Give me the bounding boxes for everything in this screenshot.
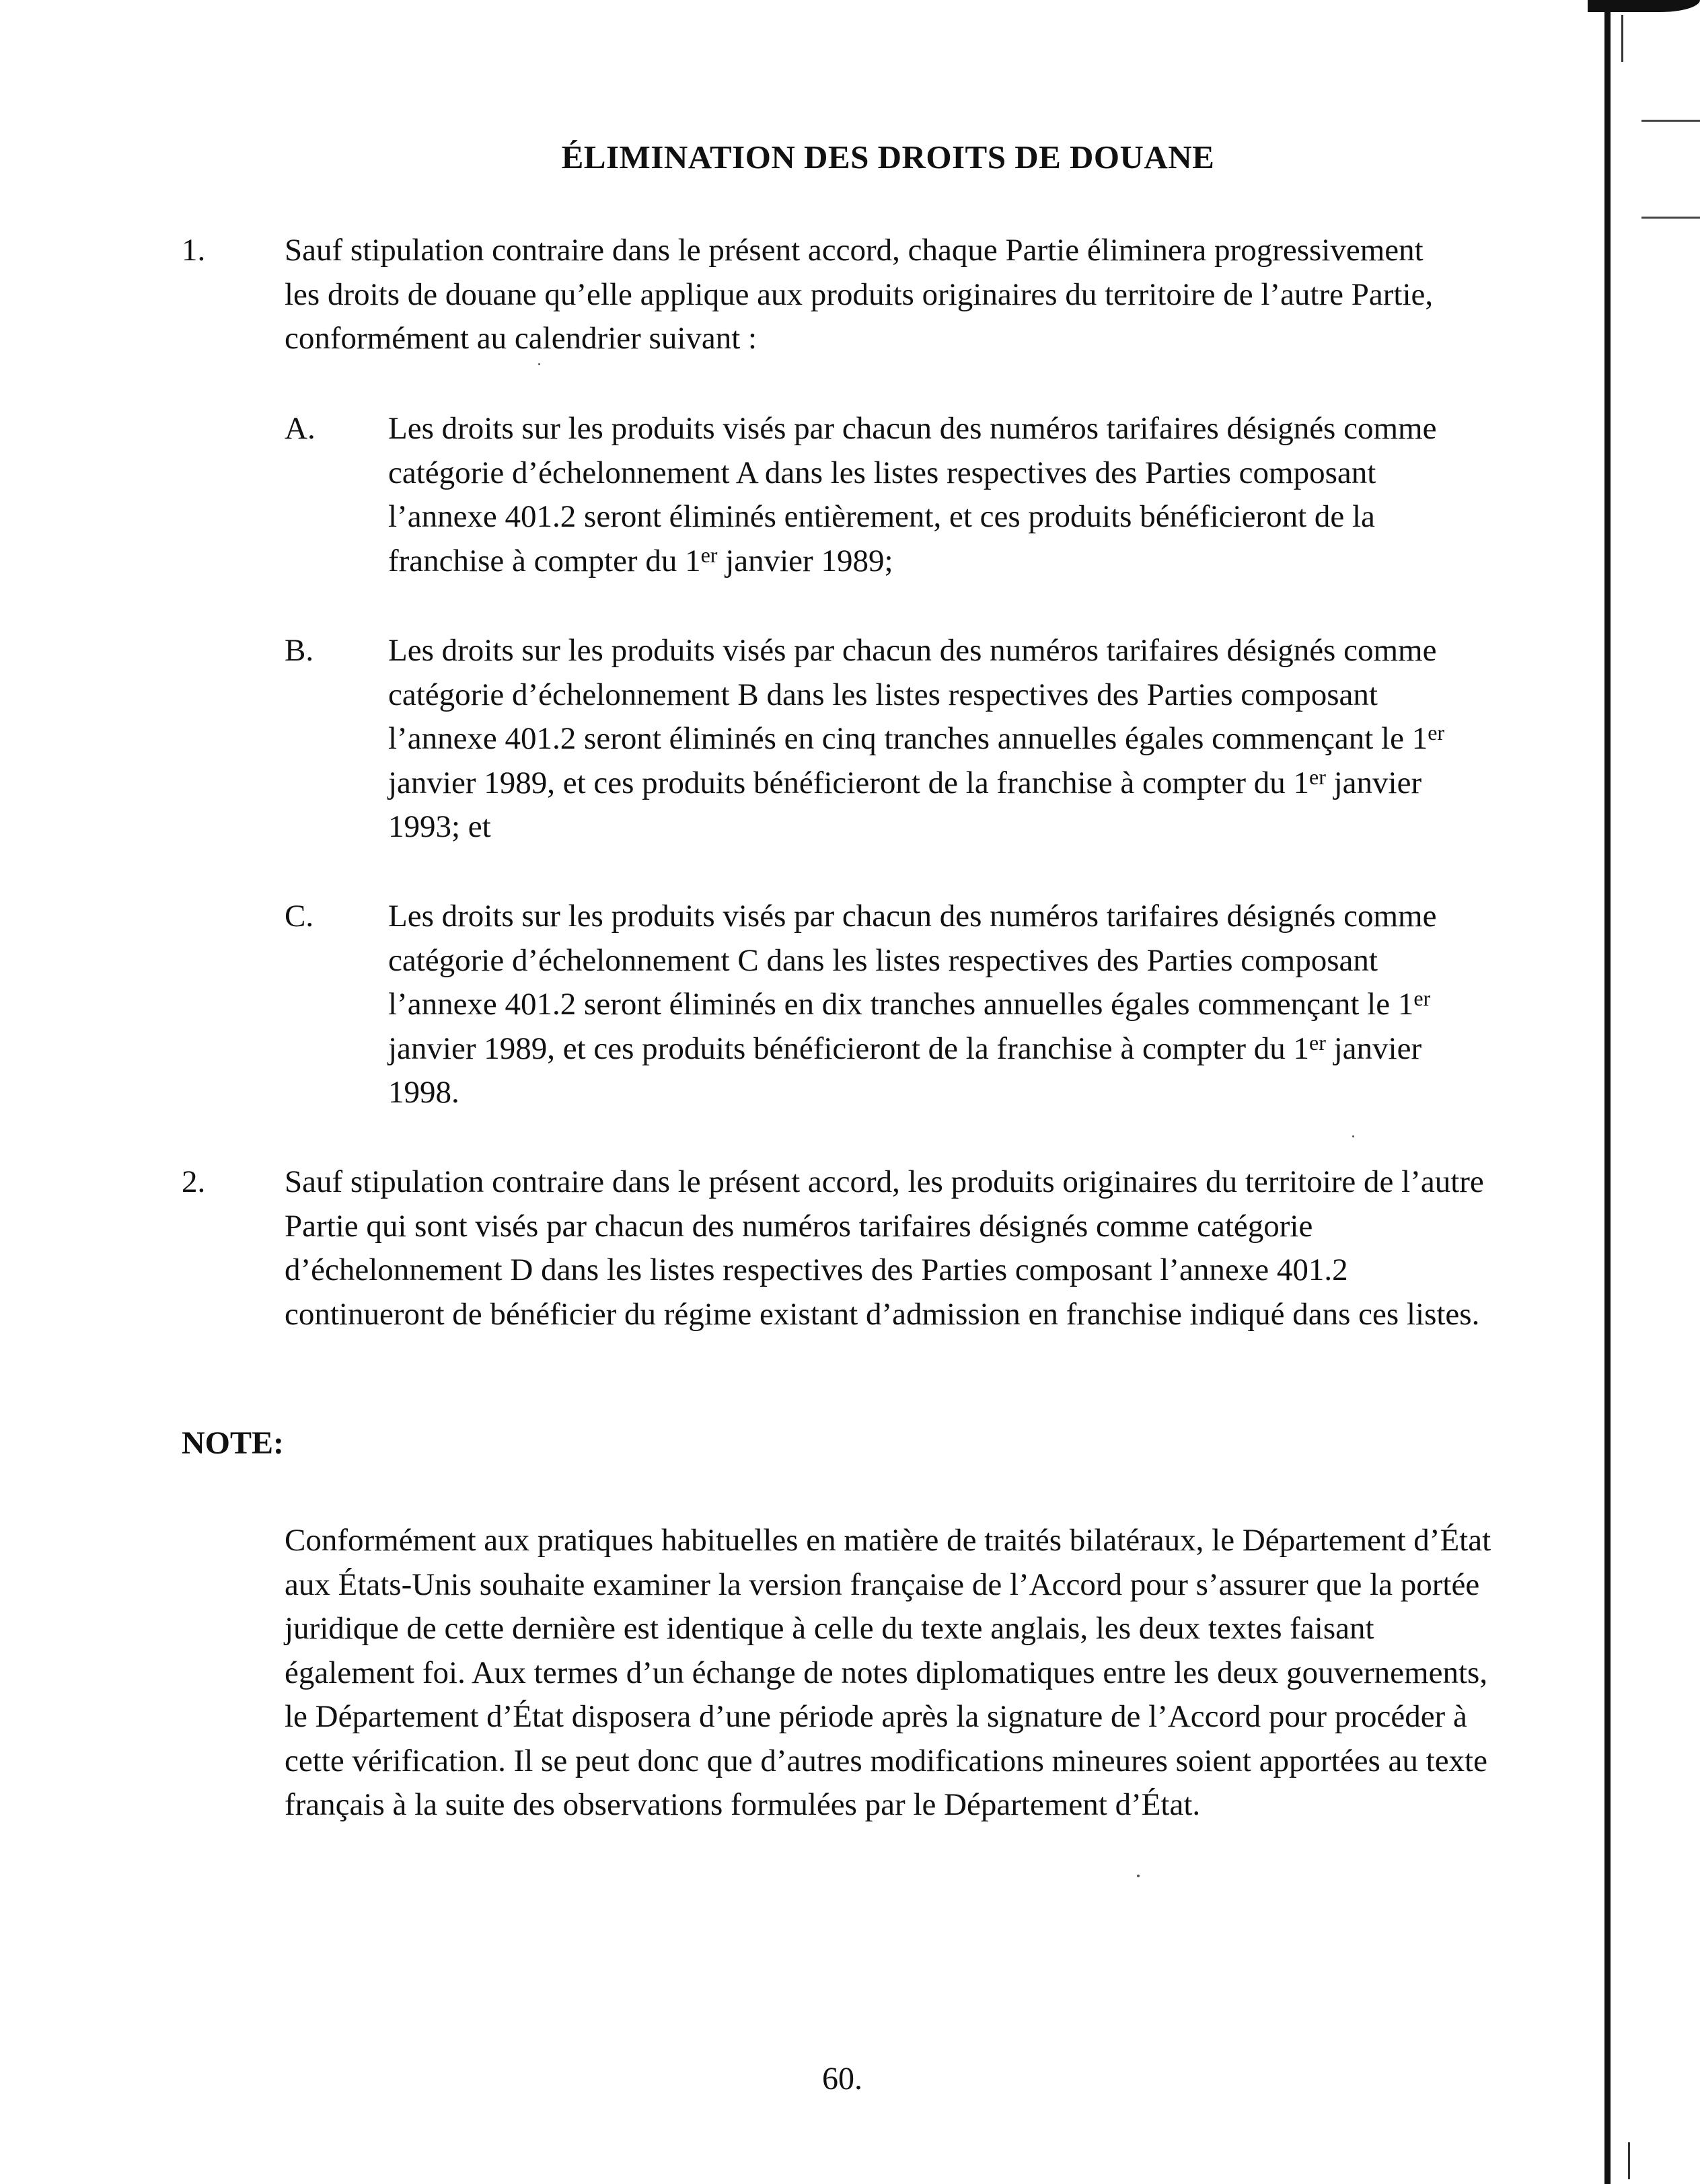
- scan-speck: [1137, 1875, 1140, 1877]
- scan-edge-corner: [1588, 0, 1700, 12]
- item-a-sup: er: [700, 542, 718, 567]
- note-heading: NOTE:: [182, 1425, 285, 1461]
- item-c-text: [388, 895, 1465, 1115]
- scan-edge-mark: [1628, 2142, 1630, 2179]
- note-text: Conformément aux pratiques habituelles en matière de traités bilatéraux, le Département d’État aux États-Unis souhaite examiner la version française de l’Accord pour s’assurer que la portée juridique de cette dernière est identique à celle du texte anglais, les deux textes faisant également foi. Aux termes d’un échange de notes diplomatiques entre les deux gouvernements, le Département d’État disposera d’une période après la signature de l’Accord pour procéder à cette vérification. Il se peut donc que d’autres modifications mineures soient apportées au texte français à la suite des observations formulées par le Département d’État.: [285, 1523, 1491, 1822]
- item-2-text: Sauf stipulation contraire dans le présent accord, les produits originaires du territoire de l’autre Partie qui sont visés par chacun des numéros tarifaires désignés comme catégorie d’échelonnement D dans les listes respectives des Parties composant l’annexe 401.2 continueront de bénéficier du régime existant d’admission en franchise indiqué dans ces listes.: [285, 1164, 1484, 1332]
- item-b-sup-1: er: [1428, 720, 1445, 745]
- item-a-text-before: Les droits sur les produits visés par chacun des numéros tarifaires désignés comme catégorie d’échelonnement A dans les listes respectives des Parties composant l’annexe 401.2 seront éliminés entièrement, et ces produits bénéficieront de la franchise à compter du 1: [388, 411, 1437, 578]
- item-c-sup-2: er: [1309, 1030, 1326, 1055]
- scan-speck: [1352, 1135, 1354, 1137]
- page-title: ÉLIMINATION DES DROITS DE DOUANE: [561, 139, 1215, 176]
- item-b-text-1: Les droits sur les produits visés par chacun des numéros tarifaires désignés comme catégorie d’échelonnement B dans les listes respectives des Parties composant l’annexe 401.2 seront éliminés en cinq tranches annuelles égales commençant le 1: [388, 633, 1437, 756]
- scan-margin-tick: [1641, 217, 1700, 219]
- scan-speck: [538, 363, 540, 365]
- item-1-number: 1.: [182, 233, 206, 268]
- item-a-letter: A.: [285, 411, 316, 446]
- item-1-text: Sauf stipulation contraire dans le présent accord, chaque Partie éliminera progressivement les droits de douane qu’elle applique aux produits originaires du territoire de l’autre Partie, conformément au calendrier suivant :: [285, 233, 1434, 356]
- item-c-text-3: janvier 1998.: [388, 1030, 1422, 1110]
- item-b-text-2: janvier 1989, et ces produits bénéficieront de la franchise à compter du 1: [388, 765, 1310, 800]
- scan-edge-border: [1604, 0, 1611, 2184]
- item-c-letter: C.: [285, 899, 314, 934]
- scan-edge-mark: [1621, 15, 1623, 62]
- item-c-sup-1: er: [1413, 986, 1431, 1010]
- item-b-text: [388, 629, 1465, 850]
- item-b-letter: B.: [285, 633, 314, 668]
- item-a-text-after: janvier 1989;: [717, 543, 893, 578]
- scan-margin-tick: [1641, 120, 1700, 122]
- item-2-number: 2.: [182, 1164, 206, 1199]
- item-c-text-2: janvier 1989, et ces produits bénéficieront de la franchise à compter du 1: [388, 1030, 1310, 1066]
- item-b-sup-2: er: [1309, 764, 1326, 789]
- item-b-text-3: janvier 1993; et: [388, 765, 1422, 844]
- item-a-text: [388, 407, 1438, 583]
- page-number: 60.: [822, 2061, 862, 2097]
- item-c-text-1: Les droits sur les produits visés par chacun des numéros tarifaires désignés comme catégorie d’échelonnement C dans les listes respectives des Parties composant l’annexe 401.2 seront éliminés en dix tranches annuelles égales commençant le 1: [388, 899, 1437, 1022]
